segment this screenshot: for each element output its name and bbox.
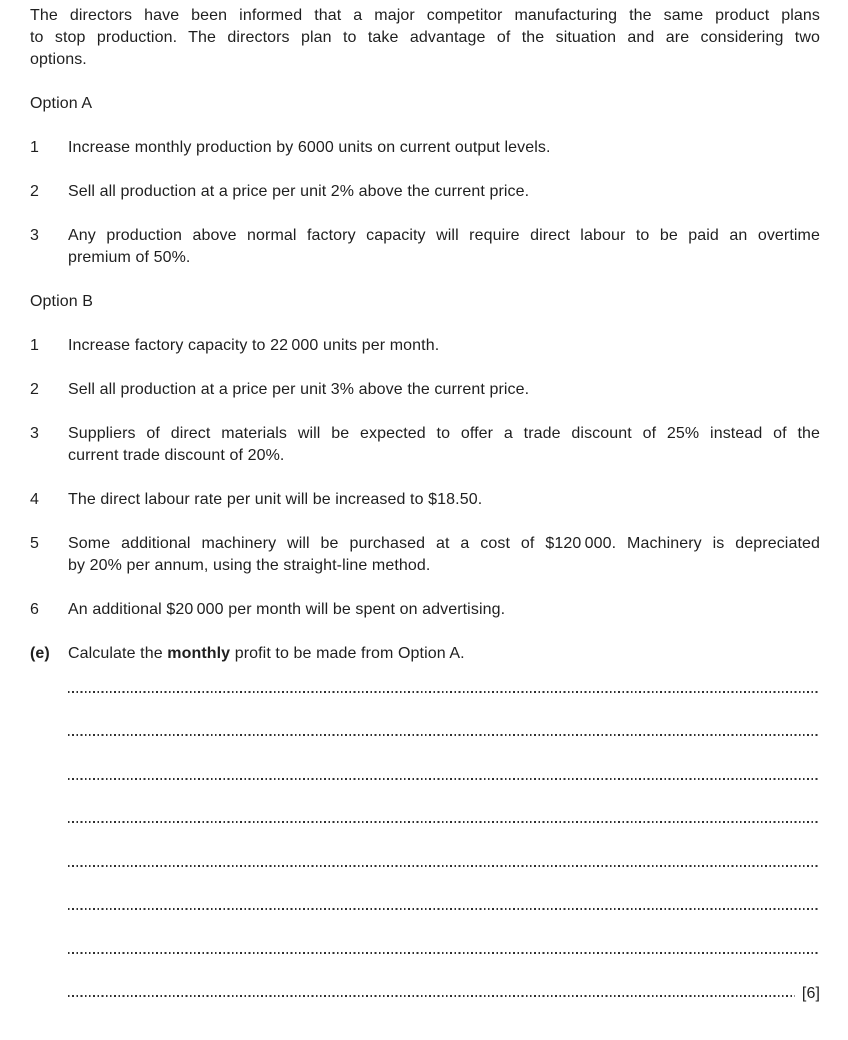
item-number: 6 xyxy=(30,601,39,618)
dotted-leader xyxy=(68,908,820,910)
list-item xyxy=(30,533,820,577)
item-text xyxy=(68,599,820,621)
answer-line xyxy=(68,785,820,829)
item-text-line: premium of 50%. xyxy=(68,249,191,266)
option-a-list xyxy=(30,137,820,269)
question-label: (e) xyxy=(30,645,50,662)
item-text-line: Increase monthly production by 6000 units on current output levels. xyxy=(68,139,551,156)
item-text-line: by 20% per annum, using the straight-line method. xyxy=(68,557,431,574)
intro-line: The directors have been informed that a major competitor manufacturing the same product plans xyxy=(30,7,820,24)
answer-line xyxy=(68,872,820,916)
intro-paragraph xyxy=(30,5,820,71)
option-a-heading: Option A xyxy=(30,95,93,112)
item-text xyxy=(68,181,820,203)
item-text xyxy=(68,423,820,467)
item-text xyxy=(68,489,820,511)
list-item xyxy=(30,423,820,467)
item-number: 2 xyxy=(30,183,39,200)
item-number: 5 xyxy=(30,535,39,552)
dotted-leader xyxy=(68,734,820,736)
list-item xyxy=(30,379,820,401)
list-item xyxy=(30,225,820,269)
question-bold-word: monthly xyxy=(167,645,231,662)
answer-line xyxy=(68,959,820,1003)
item-text xyxy=(68,379,820,401)
item-text-line: Sell all production at a price per unit 3% above the current price. xyxy=(68,381,530,398)
item-number: 3 xyxy=(30,425,39,442)
question-text-after: profit to be made from Option A. xyxy=(230,645,465,662)
item-number: 2 xyxy=(30,381,39,398)
list-item xyxy=(30,335,820,357)
list-item xyxy=(30,489,820,511)
marks-label: [6] xyxy=(801,985,820,1002)
question-text-before: Calculate the xyxy=(68,645,168,662)
item-text-line: Sell all production at a price per unit 2% above the current price. xyxy=(68,183,530,200)
dotted-leader xyxy=(68,952,820,954)
answer-line xyxy=(68,828,820,872)
item-text xyxy=(68,225,820,269)
dotted-leader xyxy=(68,865,820,867)
dotted-leader xyxy=(68,995,795,997)
item-text-line: current trade discount of 20%. xyxy=(68,447,285,464)
answer-line xyxy=(68,915,820,959)
item-text-line: Suppliers of direct materials will be expected to offer a trade discount of 25% instead of the xyxy=(68,425,820,442)
list-item xyxy=(30,137,820,159)
option-b-heading: Option B xyxy=(30,293,94,310)
item-text-line: Some additional machinery will be purchased at a cost of $120 000. Machinery is depreciated xyxy=(68,535,820,552)
answer-line xyxy=(68,741,820,785)
item-text xyxy=(68,335,820,357)
list-item xyxy=(30,599,820,621)
item-text xyxy=(68,533,820,577)
item-number: 1 xyxy=(30,337,39,354)
item-number: 1 xyxy=(30,139,39,156)
item-number: 3 xyxy=(30,227,39,244)
dotted-leader xyxy=(68,691,820,693)
answer-section xyxy=(30,654,820,1002)
intro-line: options. xyxy=(30,51,87,68)
dotted-leader xyxy=(68,821,820,823)
item-text xyxy=(68,137,820,159)
item-number: 4 xyxy=(30,491,39,508)
intro-line: to stop production. The directors plan to take advantage of the situation and are considering two xyxy=(30,29,820,46)
list-item xyxy=(30,181,820,203)
item-text-line: Increase factory capacity to 22 000 units per month. xyxy=(68,337,440,354)
question-text xyxy=(68,643,465,665)
item-text-line: Any production above normal factory capacity will require direct labour to be paid an overtime xyxy=(68,227,820,244)
dotted-leader xyxy=(68,778,820,780)
item-text-line: The direct labour rate per unit will be increased to $18.50. xyxy=(68,491,483,508)
item-text-line: An additional $20 000 per month will be spent on advertising. xyxy=(68,601,506,618)
option-b-list xyxy=(30,335,820,621)
answer-line xyxy=(68,698,820,742)
